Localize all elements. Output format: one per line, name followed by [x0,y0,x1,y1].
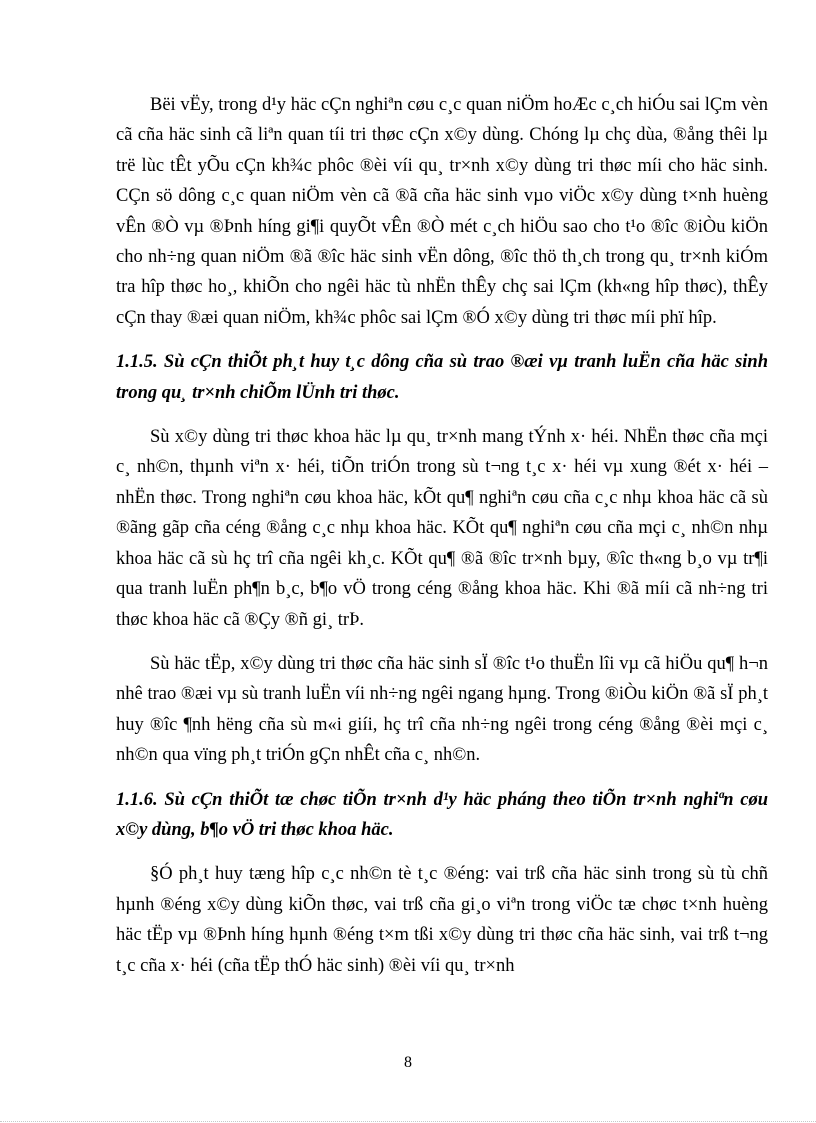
section-heading-1-1-5: 1.1.5. Sù cÇn thiÕt ph¸t huy t¸c dông cña sù trao ®æi vµ tranh luËn cña häc sinh trong qu¸ tr×nh chiÕm lÜnh tri thøc. [116,352,768,403]
paragraph-4: §Ó ph¸t huy tæng hîp c¸c nh©n tè t¸c ®éng: vai trß cña häc sinh trong sù tù chñ hµnh ®éng x©y dùng kiÕn thøc, vai trß cña gi¸o viªn trong viÖc tæ chøc t×nh huèng häc tËp vµ ®Þnh híng hµnh ®éng t×m tßi x©y dùng tri thøc cña häc sinh, vai trß t¬ng t¸c cña x· héi (cña tËp thÓ häc sinh) ®èi víi qu¸ tr×nh [116,864,768,976]
section-heading-1-1-6: 1.1.6. Sù cÇn thiÕt tæ chøc tiÕn tr×nh d¹y häc pháng theo tiÕn tr×nh nghiªn cøu x©y dùng, b¶o vÖ tri thøc khoa häc. [116,789,768,840]
page-edge-divider [0,1121,816,1122]
page-number: 8 [404,1054,412,1071]
paragraph-1: Bëi vËy, trong d¹y häc cÇn nghiªn cøu c¸c quan niÖm hoÆc c¸ch hiÓu sai lÇm vèn cã cña häc sinh cã liªn quan tíi tri thøc cÇn x©y dùng. Chóng lµ chç dùa, ®ång thêi lµ trë lùc tÊt yÕu cÇn kh¾c phôc ®èi víi qu¸ tr×nh x©y dùng tri thøc míi cho häc sinh. CÇn sö dông c¸c quan niÖm vèn cã ®ã cña häc sinh vµo viÖc x©y dùng t×nh huèng vÊn ®Ò vµ ®Þnh híng gi¶i quyÕt vÊn ®Ò mét c¸ch hiÖu sao cho t¹o ®îc ®iÒu kiÖn cho nh÷ng quan niÖm ®ã ®îc häc sinh vËn dông, ®îc thö th¸ch trong qu¸ tr×nh kiÓm tra hîp thøc ho¸, khiÕn cho ngêi häc tù nhËn thÊy chç sai lÇm (kh«ng hîp thøc), thÊy cÇn thay ®æi quan niÖm, kh¾c phôc sai lÇm ®Ó x©y dùng tri thøc míi phï hîp. [116,95,768,328]
paragraph-2: Sù x©y dùng tri thøc khoa häc lµ qu¸ tr×nh mang tÝnh x· héi. NhËn thøc cña mçi c¸ nh©n, thµnh viªn x· héi, tiÕn triÓn trong sù t¬ng t¸c x· héi vµ xung ®ét x· héi – nhËn thøc. Trong nghiªn cøu khoa häc, kÕt qu¶ nghiªn cøu cña c¸c nhµ khoa häc cã sù ®ãng gãp cña céng ®ång c¸c nhµ khoa häc. KÕt qu¶ nghiªn cøu cña mçi c¸ nh©n nhµ khoa häc cã sù hç trî cña ngêi kh¸c. KÕt qu¶ ®ã ®îc tr×nh bµy, ®îc th«ng b¸o vµ tr¶i qua tranh luËn ph¶n b¸c, b¶o vÖ trong céng ®ång khoa häc. Khi ®ã míi cã nh÷ng tri thøc khoa häc cã ®Çy ®ñ gi¸ trÞ. [116,427,768,630]
paragraph-3: Sù häc tËp, x©y dùng tri thøc cña häc sinh sÏ ®îc t¹o thuËn lîi vµ cã hiÖu qu¶ h¬n nhê trao ®æi vµ sù tranh luËn víi nh÷ng ngêi ngang hµng. Trong ®iÒu kiÖn ®ã sÏ ph¸t huy ®îc ¶nh hëng cña sù m«i giíi, hç trî cña nh÷ng ngêi trong céng ®ång ®èi mçi c¸ nh©n qua vïng ph¸t triÓn gÇn nhÊt cña c¸ nh©n. [116,653,768,766]
page-content [116,90,768,995]
